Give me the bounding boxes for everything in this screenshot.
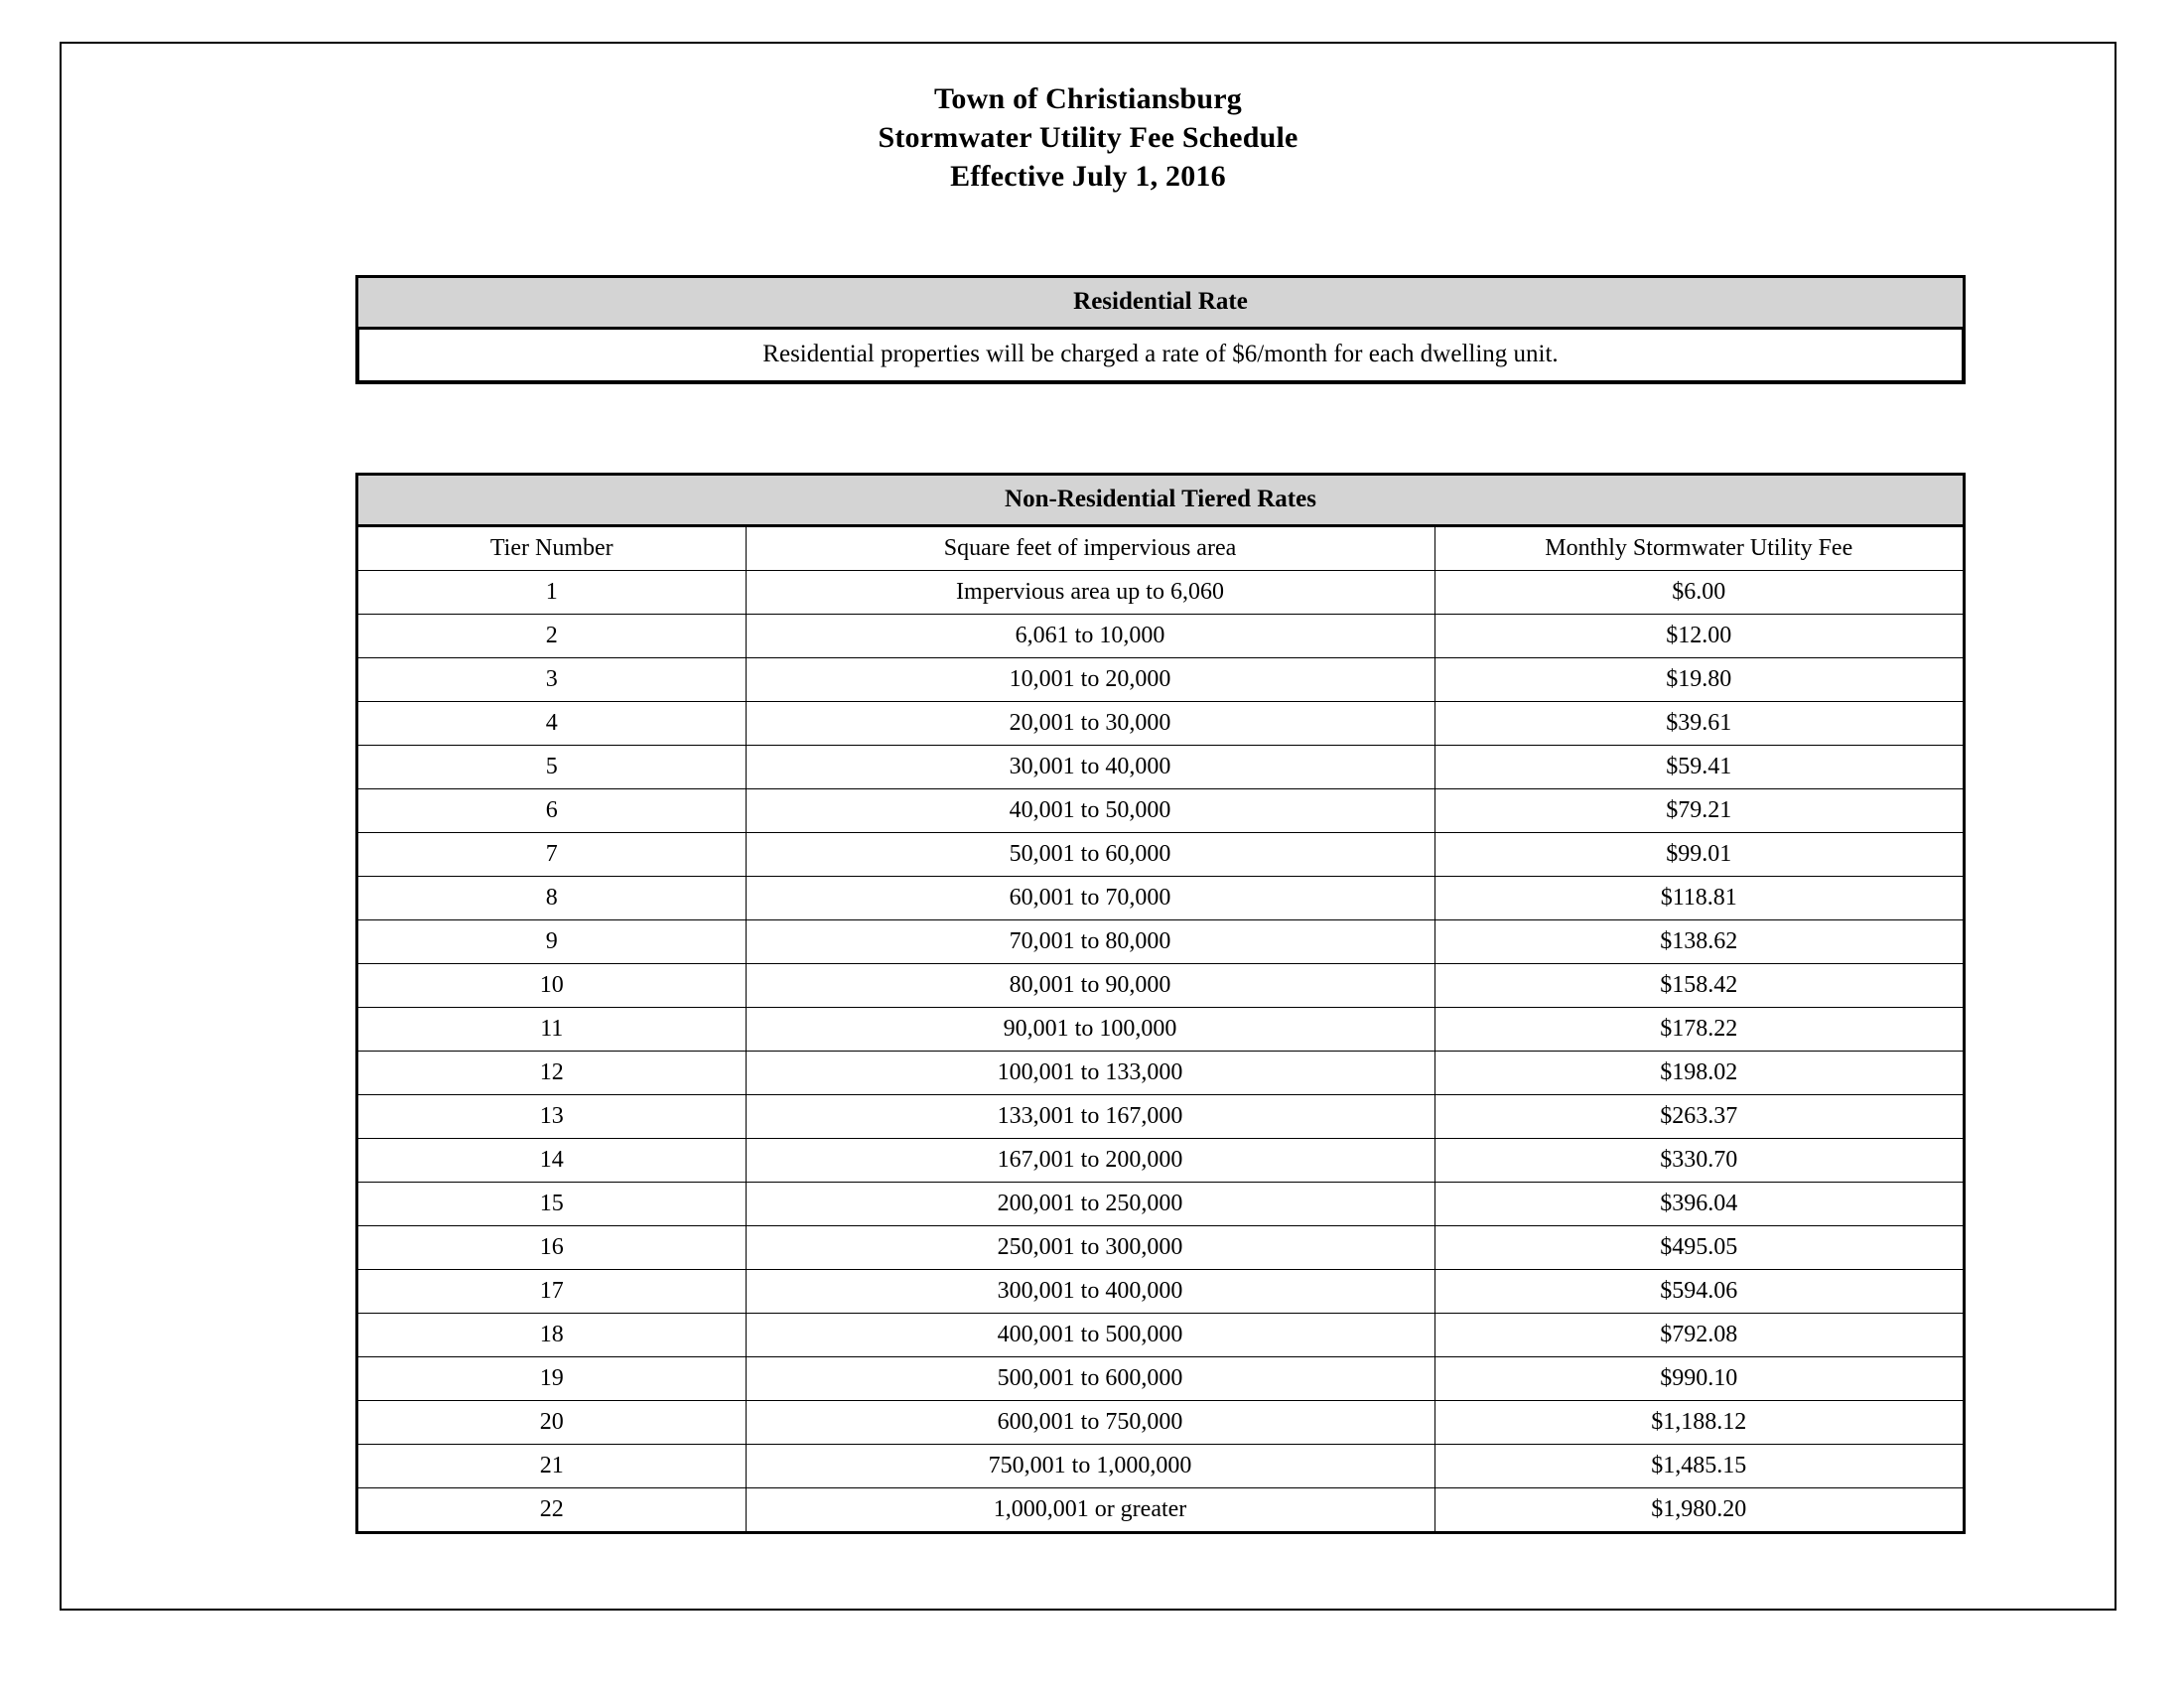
- table-row: [358, 615, 1963, 658]
- cell-impervious-area: 400,001 to 500,000: [746, 1314, 1434, 1357]
- cell-tier-number: 6: [358, 789, 746, 833]
- table-row: [358, 1357, 1963, 1401]
- cell-tier-number: 3: [358, 658, 746, 702]
- cell-monthly-fee: $1,188.12: [1434, 1401, 1963, 1445]
- table-body: [358, 571, 1963, 1532]
- table-row: [358, 571, 1963, 615]
- cell-impervious-area: 20,001 to 30,000: [746, 702, 1434, 746]
- cell-impervious-area: 40,001 to 50,000: [746, 789, 1434, 833]
- cell-tier-number: 16: [358, 1226, 746, 1270]
- cell-impervious-area: Impervious area up to 6,060: [746, 571, 1434, 615]
- cell-impervious-area: 30,001 to 40,000: [746, 746, 1434, 789]
- cell-monthly-fee: $12.00: [1434, 615, 1963, 658]
- non-residential-heading: Non-Residential Tiered Rates: [358, 476, 1963, 527]
- table-row: [358, 1314, 1963, 1357]
- residential-rate-block: [355, 275, 1966, 384]
- cell-tier-number: 14: [358, 1139, 746, 1183]
- cell-tier-number: 17: [358, 1270, 746, 1314]
- cell-impervious-area: 250,001 to 300,000: [746, 1226, 1434, 1270]
- table-row: [358, 1270, 1963, 1314]
- cell-monthly-fee: $138.62: [1434, 920, 1963, 964]
- title-line-1: Town of Christiansburg: [933, 82, 1243, 115]
- cell-tier-number: 22: [358, 1488, 746, 1532]
- cell-monthly-fee: $178.22: [1434, 1008, 1963, 1052]
- cell-monthly-fee: $330.70: [1434, 1139, 1963, 1183]
- cell-impervious-area: 90,001 to 100,000: [746, 1008, 1434, 1052]
- cell-monthly-fee: $39.61: [1434, 702, 1963, 746]
- table-row: [358, 1445, 1963, 1488]
- cell-impervious-area: 70,001 to 80,000: [746, 920, 1434, 964]
- cell-monthly-fee: $1,980.20: [1434, 1488, 1963, 1532]
- cell-tier-number: 21: [358, 1445, 746, 1488]
- cell-impervious-area: 10,001 to 20,000: [746, 658, 1434, 702]
- cell-impervious-area: 200,001 to 250,000: [746, 1183, 1434, 1226]
- cell-impervious-area: 6,061 to 10,000: [746, 615, 1434, 658]
- cell-tier-number: 4: [358, 702, 746, 746]
- table-row: [358, 1401, 1963, 1445]
- residential-rate-body-wrap: [358, 330, 1963, 381]
- cell-impervious-area: 167,001 to 200,000: [746, 1139, 1434, 1183]
- table-row: [358, 833, 1963, 877]
- document-page: [60, 42, 2116, 1611]
- cell-monthly-fee: $118.81: [1434, 877, 1963, 920]
- table-row: [358, 964, 1963, 1008]
- table-row: [358, 1488, 1963, 1532]
- table-row: [358, 702, 1963, 746]
- cell-monthly-fee: $198.02: [1434, 1052, 1963, 1095]
- table-row: [358, 920, 1963, 964]
- table-row: [358, 1183, 1963, 1226]
- cell-impervious-area: 133,001 to 167,000: [746, 1095, 1434, 1139]
- column-header-monthly-fee: Monthly Stormwater Utility Fee: [1434, 527, 1963, 571]
- table-header-row: [358, 527, 1963, 571]
- cell-tier-number: 15: [358, 1183, 746, 1226]
- cell-impervious-area: 1,000,001 or greater: [746, 1488, 1434, 1532]
- cell-monthly-fee: $990.10: [1434, 1357, 1963, 1401]
- cell-impervious-area: 80,001 to 90,000: [746, 964, 1434, 1008]
- table-row: [358, 877, 1963, 920]
- cell-tier-number: 10: [358, 964, 746, 1008]
- cell-impervious-area: 600,001 to 750,000: [746, 1401, 1434, 1445]
- cell-monthly-fee: $6.00: [1434, 571, 1963, 615]
- cell-impervious-area: 750,001 to 1,000,000: [746, 1445, 1434, 1488]
- cell-monthly-fee: $59.41: [1434, 746, 1963, 789]
- cell-impervious-area: 50,001 to 60,000: [746, 833, 1434, 877]
- cell-tier-number: 1: [358, 571, 746, 615]
- table-row: [358, 1139, 1963, 1183]
- cell-monthly-fee: $263.37: [1434, 1095, 1963, 1139]
- residential-rate-text: Residential properties will be charged a rate of $6/month for each dwelling unit.: [359, 330, 1962, 380]
- cell-monthly-fee: $1,485.15: [1434, 1445, 1963, 1488]
- cell-tier-number: 11: [358, 1008, 746, 1052]
- table-row: [358, 1052, 1963, 1095]
- cell-impervious-area: 500,001 to 600,000: [746, 1357, 1434, 1401]
- cell-monthly-fee: $396.04: [1434, 1183, 1963, 1226]
- table-row: [358, 746, 1963, 789]
- cell-tier-number: 12: [358, 1052, 746, 1095]
- non-residential-rates-table: [358, 527, 1963, 1531]
- page-title: [62, 79, 2115, 196]
- cell-monthly-fee: $99.01: [1434, 833, 1963, 877]
- table-row: [358, 789, 1963, 833]
- cell-tier-number: 20: [358, 1401, 746, 1445]
- cell-tier-number: 7: [358, 833, 746, 877]
- column-header-tier-number: Tier Number: [358, 527, 746, 571]
- cell-impervious-area: 300,001 to 400,000: [746, 1270, 1434, 1314]
- cell-monthly-fee: $495.05: [1434, 1226, 1963, 1270]
- cell-impervious-area: 100,001 to 133,000: [746, 1052, 1434, 1095]
- cell-monthly-fee: $792.08: [1434, 1314, 1963, 1357]
- cell-impervious-area: 60,001 to 70,000: [746, 877, 1434, 920]
- cell-tier-number: 19: [358, 1357, 746, 1401]
- cell-tier-number: 5: [358, 746, 746, 789]
- table-row: [358, 1008, 1963, 1052]
- cell-tier-number: 18: [358, 1314, 746, 1357]
- cell-tier-number: 9: [358, 920, 746, 964]
- table-row: [358, 1226, 1963, 1270]
- column-header-impervious-area: Square feet of impervious area: [746, 527, 1434, 571]
- non-residential-rates-block: [355, 473, 1966, 1534]
- title-line-3: Effective July 1, 2016: [950, 160, 1226, 193]
- residential-rate-heading: Residential Rate: [358, 278, 1963, 330]
- cell-tier-number: 8: [358, 877, 746, 920]
- cell-tier-number: 13: [358, 1095, 746, 1139]
- cell-tier-number: 2: [358, 615, 746, 658]
- cell-monthly-fee: $19.80: [1434, 658, 1963, 702]
- cell-monthly-fee: $79.21: [1434, 789, 1963, 833]
- title-line-2: Stormwater Utility Fee Schedule: [878, 121, 1298, 154]
- table-row: [358, 1095, 1963, 1139]
- cell-monthly-fee: $158.42: [1434, 964, 1963, 1008]
- cell-monthly-fee: $594.06: [1434, 1270, 1963, 1314]
- table-row: [358, 658, 1963, 702]
